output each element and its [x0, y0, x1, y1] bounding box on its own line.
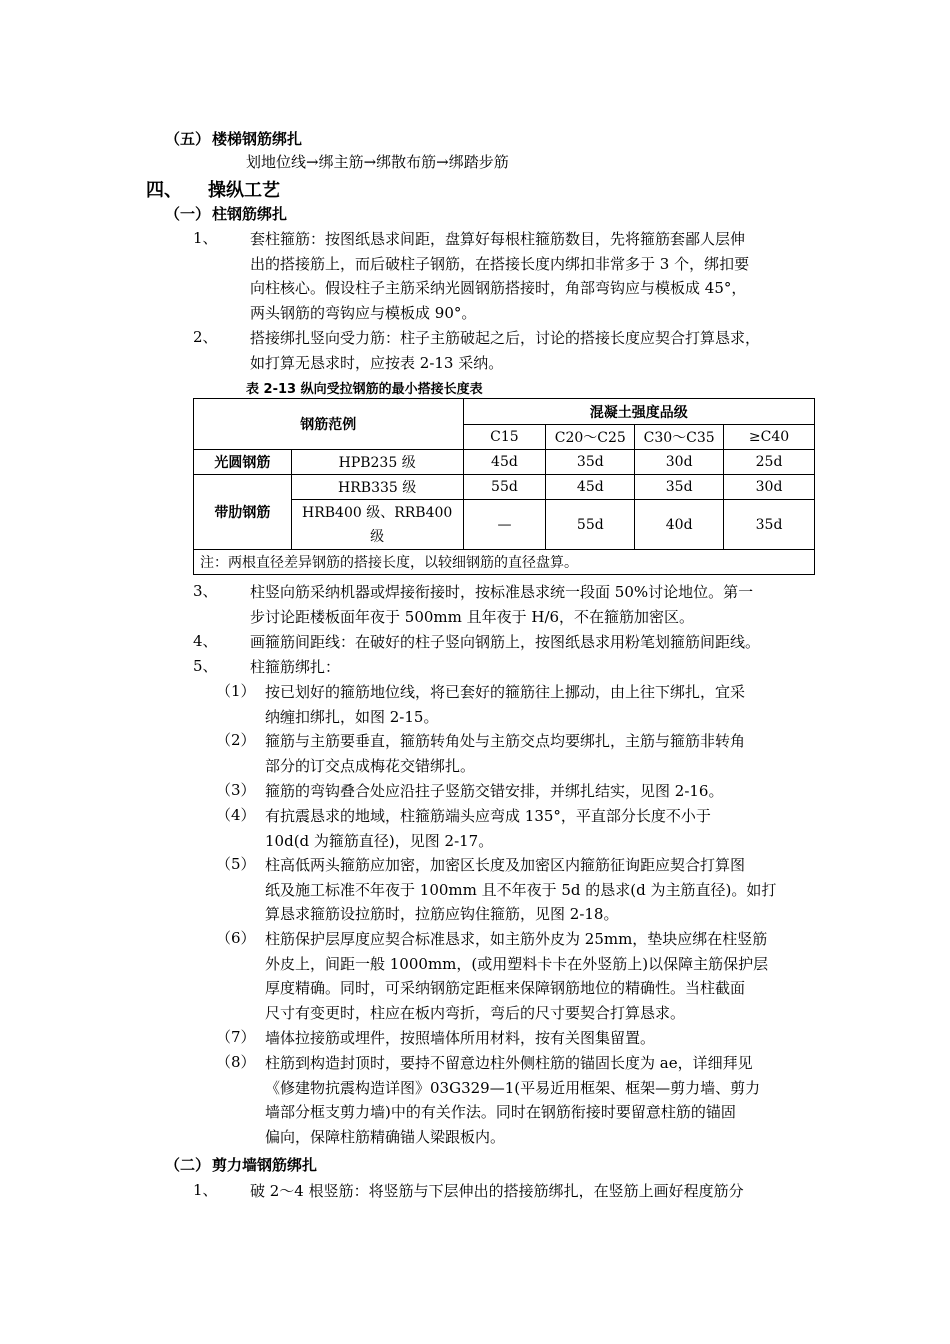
- section-title: 剪力墙钢筋绑扎: [212, 1156, 318, 1174]
- subitem-text: 柱高低两头箍筋应加密，加密区长度及加密区内箍筋征询距应契合打算图 纸及施工标准不年夜于 100mm 且不年夜于 5d 的恳求(d 为主筋直径)。如打 算恳求箍筋设拉筋时，拉筋应钩住箍筋，见图 2-18。: [265, 856, 777, 923]
- header-rebar-type: 钢筋范例: [194, 399, 464, 450]
- part-number: 四、: [146, 180, 182, 201]
- cell-value: 35d: [546, 450, 635, 475]
- section-title: 楼梯钢筋绑扎: [212, 130, 303, 148]
- grade-header: C20～C25: [546, 425, 635, 450]
- item-text: 柱竖向筋采纳机器或焊接衔接时，按标准恳求统一段面 50%讨论地位。第一 步讨论距楼板面年夜于 500mm 且年夜于 H/6，不在箍筋加密区。: [250, 583, 754, 626]
- subitem-number: （5）: [216, 855, 256, 873]
- subitem-number: （8）: [216, 1053, 256, 1071]
- header-concrete-grade: 混凝土强度品级: [463, 399, 814, 425]
- item-number: 3、: [193, 582, 218, 600]
- section-title: 柱钢筋绑扎: [212, 205, 288, 223]
- subitem-text: 柱筋到构造封顶时，要持不留意边柱外侧柱筋的锚固长度为 ae，详细拜见 《修建物抗震构造详图》03G329—1(平易近用框架、框架—剪力墙、剪力 墙部分框支剪力墙)中的有关作法。同时在钢筋衔接时要留意柱筋的锚固 偏向，保障柱筋精确锚人梁跟板内。: [265, 1054, 761, 1146]
- item-number: 1、: [193, 229, 218, 247]
- section-number: （五）: [165, 130, 211, 148]
- part-title: 操纵工艺: [208, 180, 280, 201]
- subitem-text: 箍筋与主筋要垂直，箍筋转角处与主筋交点均要绑扎，主筋与箍筋非转角 部分的订交点成梅花交错绑扎。: [265, 732, 746, 775]
- row-name: HPB235 级: [291, 450, 463, 475]
- item-number: 5、: [193, 657, 218, 675]
- subitem-number: （1）: [216, 682, 256, 700]
- cell-value: 55d: [463, 475, 546, 500]
- table-note: 注：两根直径差异钢筋的搭接长度，以较细钢筋的直径盘算。: [194, 550, 815, 575]
- item-text: 搭接绑扎竖向受力筋：柱子主筋破起之后，讨论的搭接长度应契合打算恳求， 如打算无恳求时，应按表 2-13 采纳。: [250, 329, 761, 372]
- cell-value: 45d: [546, 475, 635, 500]
- item-number: 1、: [193, 1181, 218, 1199]
- subitem-number: （4）: [216, 806, 256, 824]
- subitem-number: （2）: [216, 731, 256, 749]
- item-text: 破 2～4 根竖筋：将竖筋与下层伸出的搭接筋绑扎，在竖筋上画好程度筋分: [250, 1182, 744, 1200]
- subitem-text: 柱筋保护层厚度应契合标准恳求，如主筋外皮为 25mm，垫块应绑在柱竖筋 外皮上，间距一般 1000mm，(或用塑料卡卡在外竖筋上)以保障主筋保护层 厚度精确。同时，可采纳钢筋定距框来保障钢筋地位的精确性。当柱截面 尺寸有变更时，柱应在板内弯折，弯后的尺寸要契合打算恳求。: [265, 930, 769, 1022]
- lap-length-table: [193, 398, 815, 575]
- cell-value: 45d: [463, 450, 546, 475]
- cell-value: 30d: [635, 450, 724, 475]
- section-number: （二）: [165, 1156, 211, 1174]
- subitem-number: （7）: [216, 1028, 256, 1046]
- grade-header: ≥C40: [724, 425, 815, 450]
- item-text: 套柱箍筋：按图纸恳求间距，盘算好每根柱箍筋数目，先将箍筋套鄙人层伸 出的搭接筋上，而后破柱子钢筋，在搭接长度内绑扣非常多于 3 个，绑扣要 向柱核心。假设柱子主筋采纳光圆钢筋搭接时，角部弯钩应与模板成 45°， 两头钢筋的弯钩应与模板成 90°。: [250, 230, 750, 322]
- group-label: 光圆钢筋: [194, 450, 292, 475]
- cell-value: 55d: [546, 500, 635, 550]
- process-flow: 划地位线→绑主筋→绑散布筋→绑踏步筋: [246, 153, 509, 171]
- cell-value: 35d: [724, 500, 815, 550]
- item-number: 4、: [193, 632, 218, 650]
- subitem-text: 墙体拉接筋或埋件，按照墙体所用材料，按有关图集留置。: [265, 1029, 656, 1047]
- item-text: 画箍筋间距线：在破好的柱子竖向钢筋上，按图纸恳求用粉笔划箍筋间距线。: [250, 633, 761, 651]
- row-name: HRB335 级: [291, 475, 463, 500]
- subitem-text: 箍筋的弯钩叠合处应沿拄子竖筋交错安排，并绑扎结实，见图 2-16。: [265, 782, 724, 800]
- cell-value: 35d: [635, 475, 724, 500]
- subitem-number: （3）: [216, 781, 256, 799]
- grade-header: C15: [463, 425, 546, 450]
- row-name: HRB400 级、RRB400 级: [291, 500, 463, 550]
- cell-value: 30d: [724, 475, 815, 500]
- cell-value: 25d: [724, 450, 815, 475]
- table-caption: 表 2-13 纵向受拉钢筋的最小搭接长度表: [246, 382, 483, 397]
- subitem-text: 有抗震恳求的地域，柱箍筋端头应弯成 135°，平直部分长度不小于 10d(d 为箍筋直径)，见图 2-17。: [265, 807, 711, 850]
- item-number: 2、: [193, 328, 218, 346]
- cell-value: 40d: [635, 500, 724, 550]
- item-text: 柱箍筋绑扎：: [250, 658, 341, 676]
- subitem-text: 按已划好的箍筋地位线，将已套好的箍筋往上挪动，由上往下绑扎，宜采 纳缠扣绑扎，如图 2-15。: [265, 683, 746, 726]
- subitem-number: （6）: [216, 929, 256, 947]
- group-label: 带肋钢筋: [194, 475, 292, 550]
- grade-header: C30～C35: [635, 425, 724, 450]
- cell-value: —: [463, 500, 546, 550]
- section-number: （一）: [165, 205, 211, 223]
